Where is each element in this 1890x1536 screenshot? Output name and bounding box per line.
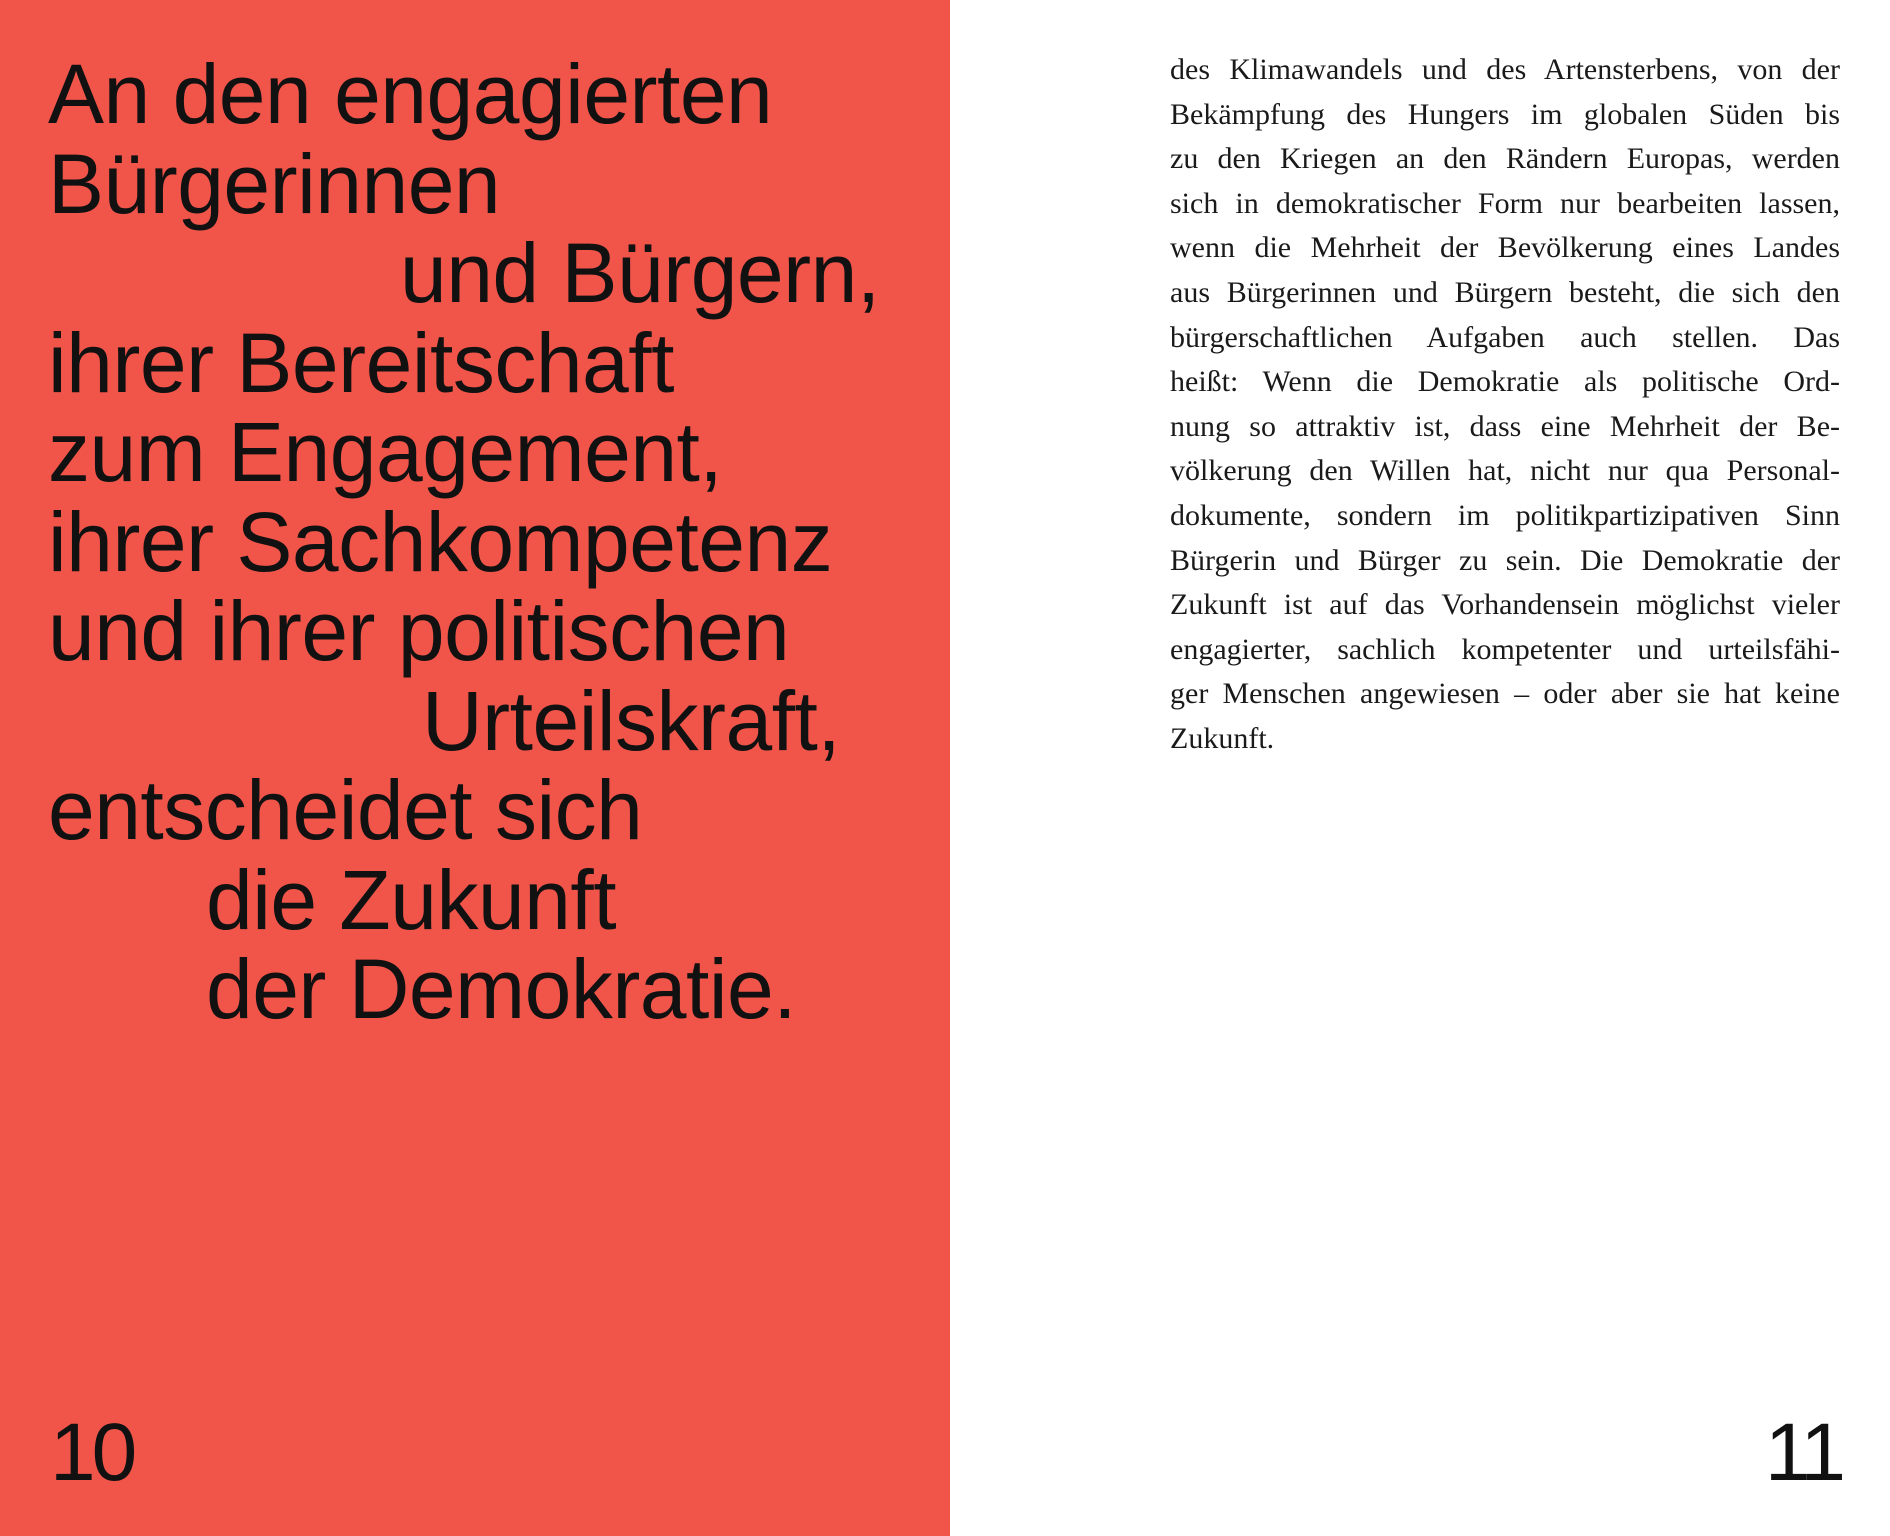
body-line: des Klimawandels und des Artensterbens, von der xyxy=(1170,53,1840,86)
quote-line: zum Engagement, xyxy=(48,405,723,499)
quote-line: die Zukunft xyxy=(206,852,617,947)
quote-line: entscheidet sich xyxy=(48,763,643,857)
quote-line: ihrer Bereitschaft xyxy=(48,315,674,410)
body-line: zu den Kriegen an den Rändern Europas, werden xyxy=(1170,142,1840,176)
quote-line: der Demokratie. xyxy=(206,942,797,1036)
quote-line: An den engagierten xyxy=(48,47,773,141)
body-line: aus Bürgerinnen und Bürgern besteht, die sich den xyxy=(1170,275,1840,309)
body-line: dokumente, sondern im politikpartizipativen Sinn xyxy=(1170,498,1840,532)
page-number-right: 11 xyxy=(1764,1407,1842,1498)
quote-line: und Bürgern, xyxy=(400,226,880,320)
body-line: nung so attraktiv ist, dass eine Mehrheit der Be- xyxy=(1170,409,1840,443)
page-number-left: 10 xyxy=(50,1407,134,1498)
body-line: ger Menschen angewiesen – oder aber sie hat keine xyxy=(1170,677,1840,711)
quote-line: ihrer Sachkompetenz xyxy=(48,494,833,589)
body-line: wenn die Mehrheit der Bevölkerung eines Landes xyxy=(1170,231,1840,265)
body-line: völkerung den Willen hat, nicht nur qua Personal- xyxy=(1170,454,1840,488)
body-line: engagierter, sachlich kompetenter und urteilsfähi- xyxy=(1170,632,1840,666)
body-line: bürgerschaftlichen Aufgaben auch stellen. Das xyxy=(1170,320,1840,354)
quote-line: Bürgerinnen xyxy=(48,136,501,231)
body-paragraph xyxy=(1170,48,1840,762)
body-line: sich in demokratischer Form nur bearbeiten lassen, xyxy=(1170,186,1840,220)
body-line: Bürgerin und Bürger zu sein. Die Demokratie der xyxy=(1170,543,1840,577)
body-line: Bekämpfung des Hungers im globalen Süden bis xyxy=(1170,97,1840,131)
body-line: heißt: Wenn die Demokratie als politische Ord- xyxy=(1170,365,1840,399)
quote-line: Urteilskraft, xyxy=(422,673,841,768)
body-line: Zukunft ist auf das Vorhandensein möglichst vieler xyxy=(1170,588,1840,622)
body-line: Zukunft. xyxy=(1170,721,1275,755)
quote-line: und ihrer politischen xyxy=(48,584,790,678)
pull-quote xyxy=(48,47,880,1036)
